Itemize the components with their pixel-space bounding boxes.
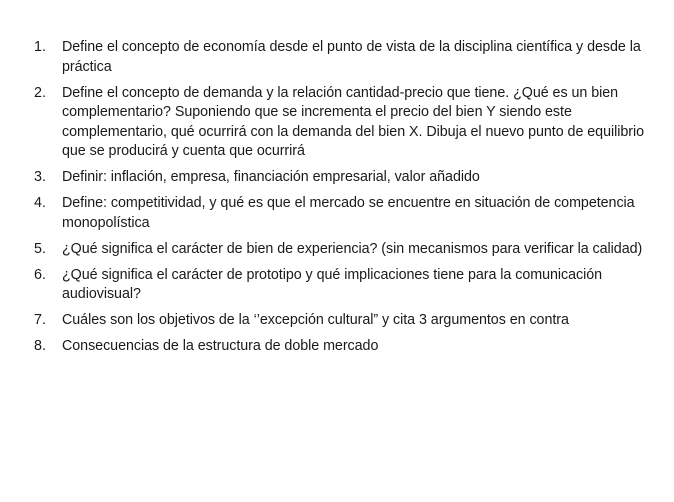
question-text: ¿Qué significa el carácter de bien de experiencia? (sin mecanismos para verificar la calidad) bbox=[62, 240, 643, 257]
question-number: 1. bbox=[34, 39, 46, 55]
question-item-3 bbox=[34, 168, 644, 188]
question-text: Define el concepto de demanda y la relación cantidad-precio que tiene. ¿Qué es un bien complementario? Suponiendo que se incrementa el precio del bien Y siendo este complementario, qué ocurrirá con la demanda del bien X. Dibuja el nuevo punto de equilibrio que se producirá y cuenta que ocurrirá bbox=[62, 84, 644, 159]
question-item-6 bbox=[34, 266, 644, 305]
question-item-7 bbox=[34, 311, 644, 331]
question-item-5 bbox=[34, 240, 644, 260]
question-text: Define el concepto de economía desde el punto de vista de la disciplina científica y desde la práctica bbox=[62, 39, 641, 75]
question-item-4 bbox=[34, 194, 644, 233]
question-text: Cuáles son los objetivos de la ‘’excepción cultural” y cita 3 argumentos en contra bbox=[62, 312, 569, 328]
question-number: 4. bbox=[34, 195, 46, 211]
question-text: ¿Qué significa el carácter de prototipo y qué implicaciones tiene para la comunicación audiovisual? bbox=[62, 266, 603, 302]
question-number: 5. bbox=[34, 240, 46, 257]
question-text: Define: competitividad, y qué es que el mercado se encuentre en situación de competencia monopolística bbox=[62, 195, 635, 231]
question-text: Consecuencias de la estructura de doble mercado bbox=[62, 338, 379, 354]
question-number: 7. bbox=[34, 312, 46, 328]
question-item-1 bbox=[34, 38, 644, 77]
question-number: 6. bbox=[34, 266, 46, 283]
question-item-8 bbox=[34, 337, 644, 357]
question-number: 8. bbox=[34, 338, 46, 354]
question-number: 2. bbox=[34, 84, 46, 101]
question-text: Definir: inflación, empresa, financiación empresarial, valor añadido bbox=[62, 169, 480, 185]
question-number: 3. bbox=[34, 169, 46, 185]
question-item-2 bbox=[34, 84, 644, 162]
question-list bbox=[34, 38, 644, 363]
